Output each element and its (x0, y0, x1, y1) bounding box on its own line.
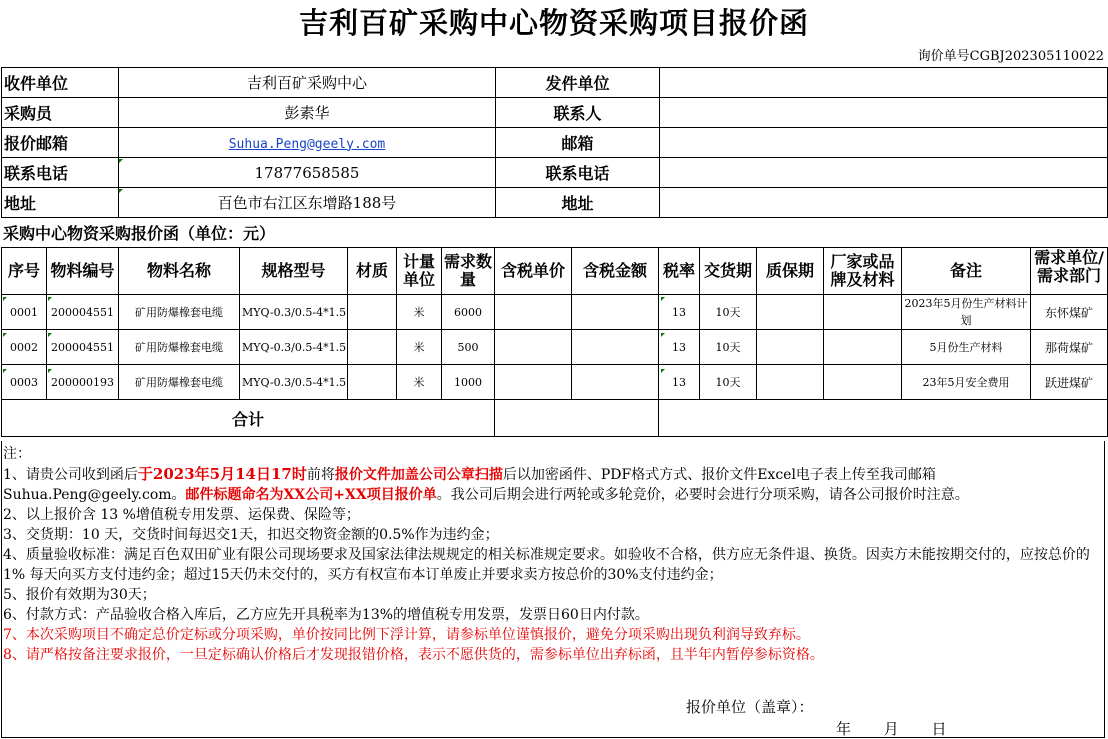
note-1-stamp: 报价文件加盖公司公章扫描 (334, 467, 503, 483)
cell-amount[interactable] (572, 330, 659, 365)
cell-unit-price[interactable] (495, 365, 572, 400)
cell-unit: 米 (397, 295, 442, 330)
address2-label: 地址 (496, 188, 660, 218)
col-dept (1031, 248, 1108, 295)
buyer-label: 采购员 (2, 98, 119, 128)
cell-code: 200000193 (47, 365, 119, 400)
email-value[interactable] (660, 128, 1108, 158)
cell-spec: MYQ-0.3/0.5-4*1.5 (240, 365, 348, 400)
cell-delivery: 10天 (700, 295, 757, 330)
cell-warranty[interactable] (757, 365, 824, 400)
col-code: 物料编号 (47, 248, 119, 295)
email-label: 邮箱 (496, 128, 660, 158)
cell-name: 矿用防爆橡套电缆 (119, 330, 240, 365)
note-1-h: 。我公司后期会进行两轮或多轮竞价，必要时会进行分项采购，请各公司报价时注意。 (436, 487, 969, 503)
address-value[interactable]: 百色市右江区东增路188号 (119, 188, 496, 218)
col-tax: 税率 (659, 248, 700, 295)
note-1-cont (3, 485, 1103, 505)
cell-name: 矿用防爆橡套电缆 (119, 365, 240, 400)
contact-info-table (1, 67, 1108, 218)
col-brand: 厂家或品牌及材料 (824, 248, 902, 295)
col-warranty: 质保期 (757, 248, 824, 295)
cell-brand[interactable] (824, 365, 902, 400)
note-1-e: 后以加密函件、PDF格式方式、报价文件Excel电子表上传至我司邮箱 (502, 467, 936, 483)
cell-marker-icon (119, 159, 123, 163)
info-row-recipient (2, 68, 1108, 98)
address-label: 地址 (2, 188, 119, 218)
total-amount[interactable] (495, 400, 659, 437)
cell-material[interactable] (348, 295, 397, 330)
cell-tax: 13 (659, 330, 700, 365)
col-material: 材质 (348, 248, 397, 295)
col-qty: 需求数量 (442, 248, 495, 295)
table-row (2, 295, 1108, 330)
col-name: 物料名称 (119, 248, 240, 295)
note-1-subject: 邮件标题命名为XX公司+XX项目报价单 (185, 487, 437, 503)
sender-value[interactable] (660, 68, 1108, 98)
cell-remark: 5月份生产材料 (902, 330, 1031, 365)
cell-unit-price[interactable] (495, 330, 572, 365)
cell-marker-icon (661, 297, 665, 301)
cell-marker-icon (661, 333, 665, 337)
document-title: 吉利百矿采购中心物资采购项目报价函 (298, 6, 809, 40)
col-delivery: 交货期 (700, 248, 757, 295)
note-1 (3, 464, 1103, 485)
cell-marker-icon (3, 369, 7, 373)
inquiry-number: 询价单号CGBJ202305110022 (917, 49, 1104, 64)
note-1-a: 1、请贵公司收到函后 (3, 467, 138, 483)
cell-qty: 500 (442, 330, 495, 365)
cell-material[interactable] (348, 365, 397, 400)
recipient-value[interactable]: 吉利百矿采购中心 (119, 68, 496, 98)
cell-dept: 跃进煤矿 (1031, 365, 1108, 400)
quote-email-cell (119, 128, 496, 158)
col-remark: 备注 (902, 248, 1031, 295)
cell-warranty[interactable] (757, 295, 824, 330)
contact-label: 联系人 (496, 98, 660, 128)
note-3: 3、交货期：10 天，交货时间每迟交1天，扣迟交物资金额的0.5%作为违约金； (3, 527, 499, 543)
signature-label: 报价单位（盖章）： (686, 698, 814, 716)
cell-amount[interactable] (572, 365, 659, 400)
note-1-c: 前将 (306, 467, 335, 483)
cell-code: 200004551 (47, 295, 119, 330)
cell-marker-icon (3, 333, 7, 337)
col-spec: 规格型号 (240, 248, 348, 295)
note-7: 7、本次采购项目不确定总价定标或分项采购，单价按同比例下浮计算，请参标单位谨慎报价，避免分项采购出现负利润导致弃标。 (3, 627, 810, 643)
note-5: 5、报价有效期为30天； (3, 587, 156, 603)
items-table (1, 247, 1108, 437)
cell-marker-icon (48, 333, 52, 337)
note-8: 8、请严格按备注要求报价，一旦定标确认价格后才发现报错价格，表示不愿供货的，需参标单位出弃标函，且半年内暂停参标资格。 (3, 647, 824, 663)
col-dept-label: 需求单位/需求部门 (1034, 249, 1104, 285)
total-label: 合计 (2, 400, 495, 437)
quote-email-link[interactable]: Suhua.Peng@geely.com (228, 136, 386, 152)
cell-marker-icon (3, 297, 7, 301)
cell-tax: 13 (659, 365, 700, 400)
cell-delivery: 10天 (700, 365, 757, 400)
cell-qty: 6000 (442, 295, 495, 330)
cell-tax: 13 (659, 295, 700, 330)
total-blank (659, 400, 1108, 437)
notes-heading: 注： (3, 446, 31, 462)
phone-label: 联系电话 (2, 158, 119, 188)
info-row-buyer (2, 98, 1108, 128)
cell-spec: MYQ-0.3/0.5-4*1.5 (240, 330, 348, 365)
contact-value[interactable] (660, 98, 1108, 128)
address2-value[interactable] (660, 188, 1108, 218)
col-unit: 计量单位 (397, 248, 442, 295)
note-1-email: Suhua.Peng@geely.com。 (3, 487, 186, 503)
cell-unit: 米 (397, 330, 442, 365)
phone-value[interactable]: 17877658585 (119, 158, 496, 188)
signature-date: 年 月 日 (836, 720, 947, 738)
info-row-phone (2, 158, 1108, 188)
cell-remark: 2023年5月份生产材料计划 (902, 295, 1031, 330)
phone2-label: 联系电话 (496, 158, 660, 188)
cell-warranty[interactable] (757, 330, 824, 365)
cell-marker-icon (48, 369, 52, 373)
note-2: 2、以上报价含 13 %增值税专用发票、运保费、保险等； (3, 507, 360, 523)
sender-label: 发件单位 (496, 68, 660, 98)
info-row-email (2, 128, 1108, 158)
total-row (2, 400, 1108, 437)
cell-marker-icon (48, 297, 52, 301)
cell-seq: 0002 (2, 330, 47, 365)
col-seq: 序号 (2, 248, 47, 295)
note-4: 4、质量验收标准：满足百色双田矿业有限公司现场要求及国家法律法规规定的相关标准规定要求。如验收不合格，供方应无条件退、换货。因卖方未能按期交付的，应按总价的1% 每天向买方支付违约金；超过15天仍未交付的，买方有权宣布本订单废止并要求卖方按总价的30%支付违约金； (3, 547, 1090, 583)
cell-seq: 0001 (2, 295, 47, 330)
notes (3, 444, 1103, 665)
quote-email-label: 报价邮箱 (2, 128, 119, 158)
cell-seq: 0003 (2, 365, 47, 400)
cell-delivery: 10天 (700, 330, 757, 365)
cell-marker-icon (661, 369, 665, 373)
cell-dept: 那荷煤矿 (1031, 330, 1108, 365)
cell-material[interactable] (348, 330, 397, 365)
cell-marker-icon (119, 189, 123, 193)
cell-remark: 23年5月安全费用 (902, 365, 1031, 400)
col-unit-price: 含税单价 (495, 248, 572, 295)
table-row (2, 330, 1108, 365)
recipient-label: 收件单位 (2, 68, 119, 98)
note-1-deadline: 于2023年5月14日17时 (137, 465, 307, 483)
cell-brand[interactable] (824, 295, 902, 330)
cell-code: 200004551 (47, 330, 119, 365)
info-row-address (2, 188, 1108, 218)
cell-qty: 1000 (442, 365, 495, 400)
cell-brand[interactable] (824, 330, 902, 365)
phone2-value[interactable] (660, 158, 1108, 188)
cell-dept: 东怀煤矿 (1031, 295, 1108, 330)
items-header-row (2, 248, 1108, 295)
buyer-value[interactable]: 彭素华 (119, 98, 496, 128)
table-row (2, 365, 1108, 400)
cell-name: 矿用防爆橡套电缆 (119, 295, 240, 330)
cell-unit-price[interactable] (495, 295, 572, 330)
col-amount: 含税金额 (572, 248, 659, 295)
cell-unit: 米 (397, 365, 442, 400)
cell-spec: MYQ-0.3/0.5-4*1.5 (240, 295, 348, 330)
section-title: 采购中心物资采购报价函（单位：元） (3, 224, 276, 243)
note-6: 6、付款方式：产品验收合格入库后，乙方应先开具税率为13%的增值税专用发票，发票日60日内付款。 (3, 607, 649, 623)
cell-amount[interactable] (572, 295, 659, 330)
